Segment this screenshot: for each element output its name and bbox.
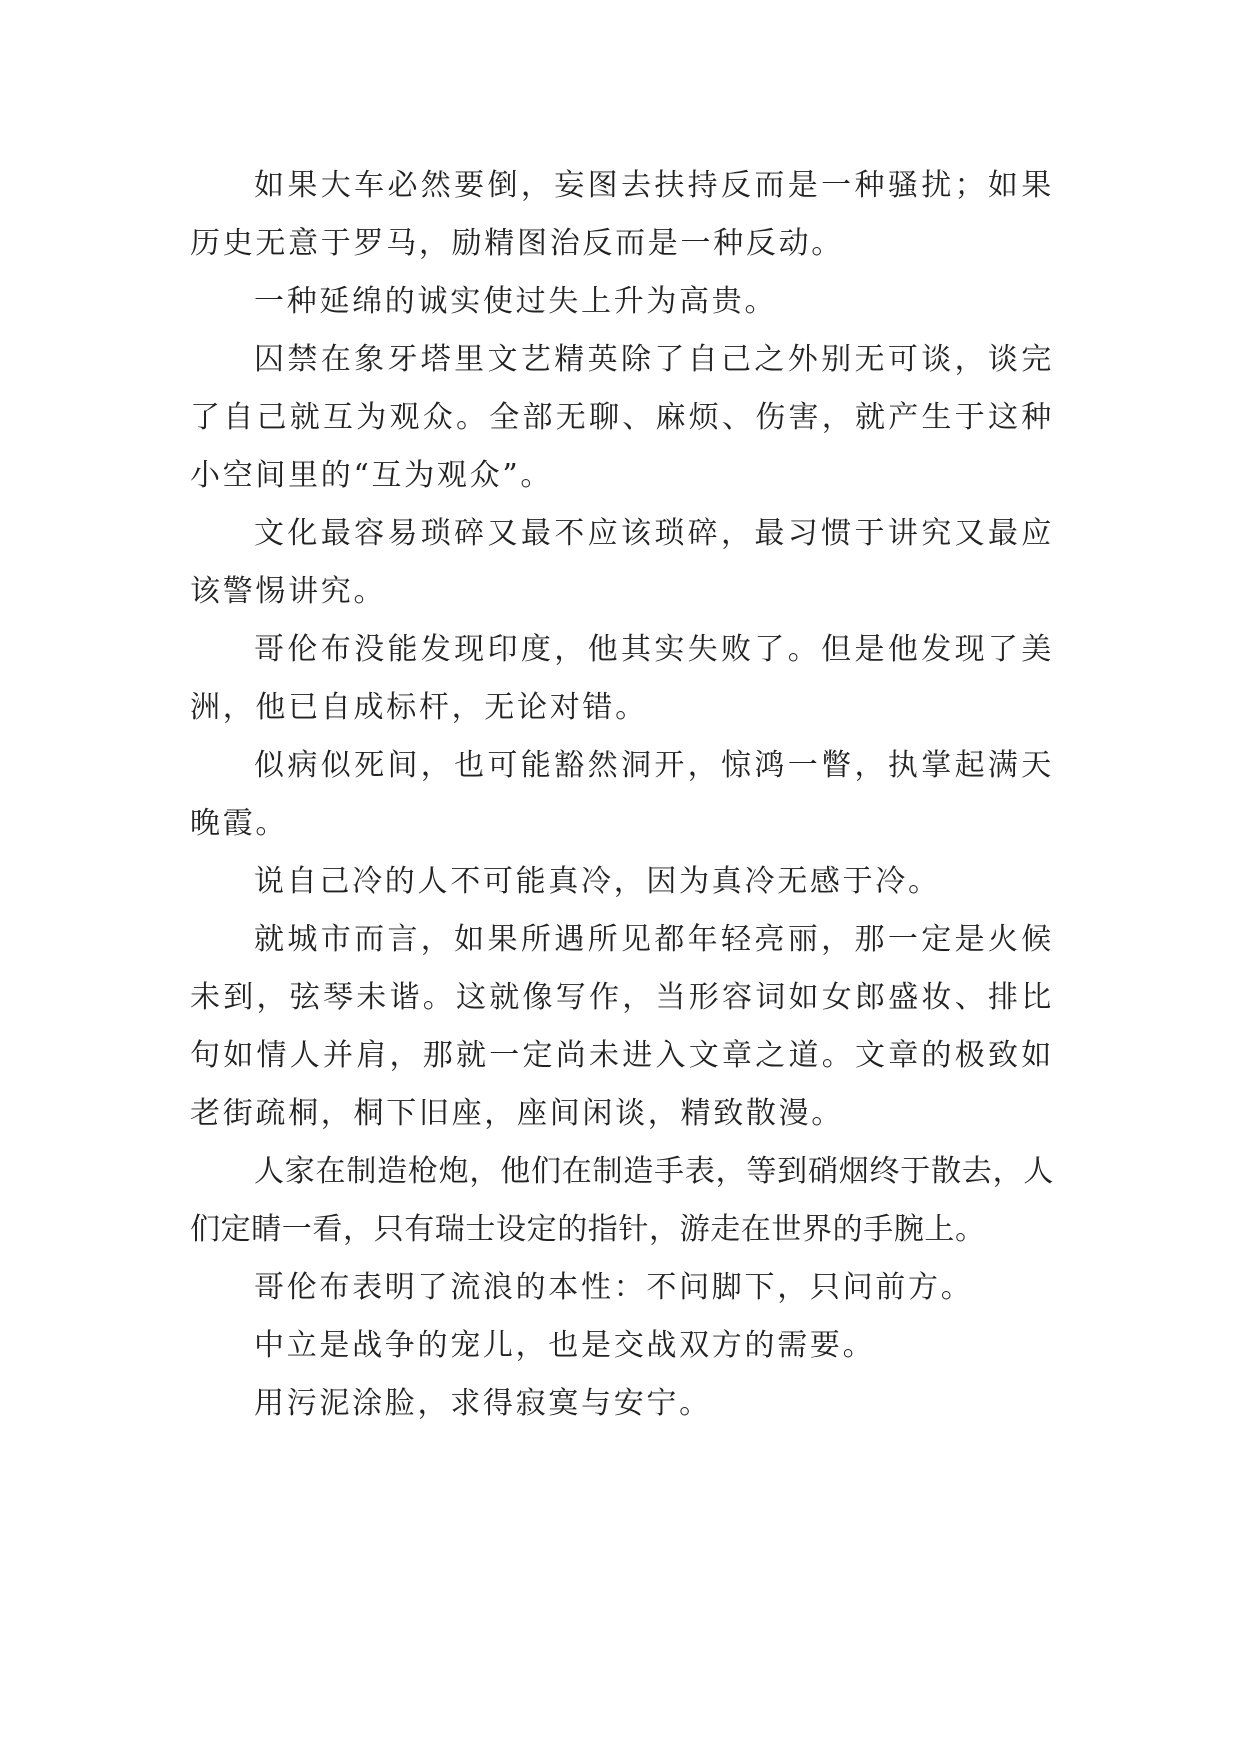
paragraph: 似病似死间，也可能豁然洞开，惊鸿一瞥，执掌起满天晚霞。	[190, 748, 1054, 841]
document-body	[190, 157, 1054, 1433]
paragraph: 就城市而言，如果所遇所见都年轻亮丽，那一定是火候未到，弦琴未谐。这就像写作，当形容词如女郎盛妆、排比句如情人并肩，那就一定尚未进入文章之道。文章的极致如老街疏桐，桐下旧座，座间闲谈，精致散漫。	[190, 922, 1054, 1131]
paragraph: 一种延绵的诚实使过失上升为高贵。	[254, 284, 778, 319]
paragraph: 人家在制造枪炮，他们在制造手表，等到硝烟终于散去，人们定睛一看，只有瑞士设定的指针，游走在世界的手腕上。	[190, 1154, 1054, 1247]
paragraph: 哥伦布表明了流浪的本性：不问脚下，只问前方。	[254, 1270, 974, 1305]
paragraph: 说自己冷的人不可能真冷，因为真冷无感于冷。	[254, 864, 941, 899]
paragraph: 如果大车必然要倒，妄图去扶持反而是一种骚扰；如果历史无意于罗马，励精图治反而是一种反动。	[190, 168, 1054, 261]
paragraph: 中立是战争的宠儿，也是交战双方的需要。	[254, 1328, 876, 1363]
paragraph: 囚禁在象牙塔里文艺精英除了自己之外别无可谈，谈完了自己就互为观众。全部无聊、麻烦、伤害，就产生于这种小空间里的“互为观众”。	[190, 342, 1054, 493]
paragraph: 哥伦布没能发现印度，他其实失败了。但是他发现了美洲，他已自成标杆，无论对错。	[190, 632, 1054, 725]
paragraph: 用污泥涂脸，求得寂寞与安宁。	[254, 1386, 712, 1421]
paragraph: 文化最容易琐碎又最不应该琐碎，最习惯于讲究又最应该警惕讲究。	[190, 516, 1054, 609]
